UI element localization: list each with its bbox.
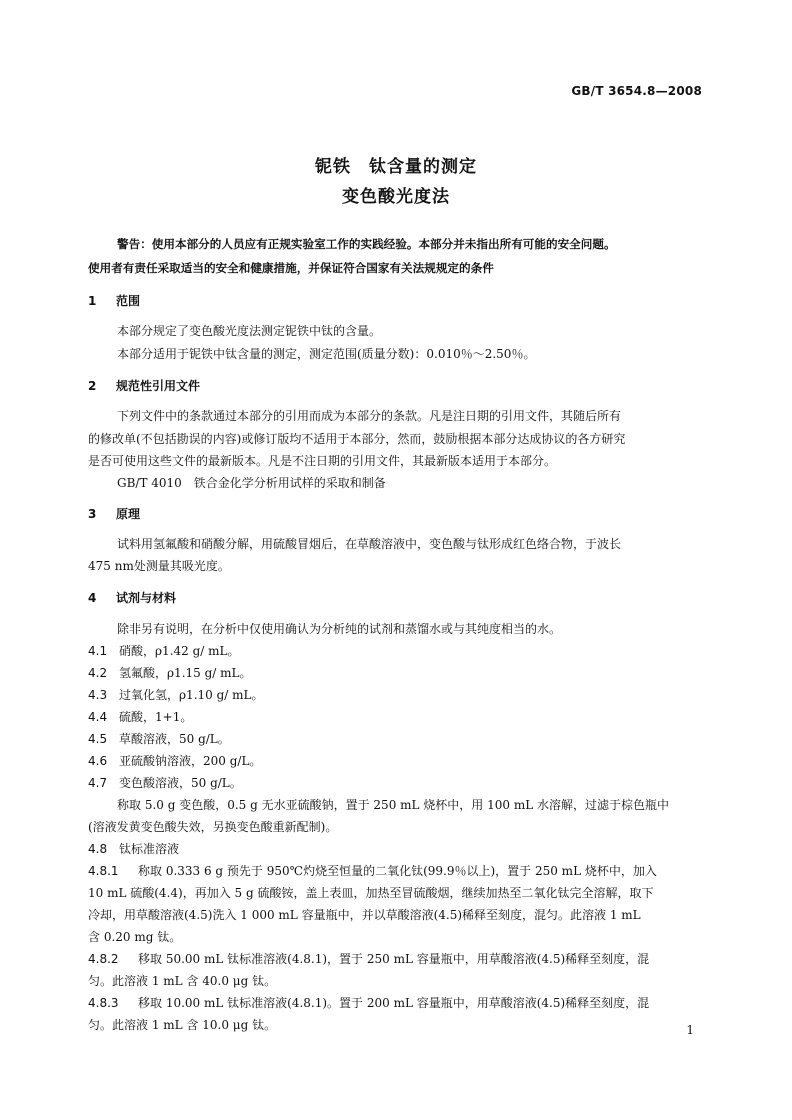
paragraph-line: 下列文件中的条款通过本部分的引用而成为本部分的条款。凡是注日期的引用文件，其随后所有 xyxy=(117,409,622,423)
paragraph-line: 的修改单(不包括勘误的内容)或修订版均不适用于本部分，然而，鼓励根据本部分达成协议的各方研究 xyxy=(88,432,626,446)
sub-item xyxy=(88,994,649,1011)
section-number: 3 xyxy=(88,507,97,521)
item-text: 硝酸，ρ1.42 g/ mL。 xyxy=(119,644,240,658)
item-number: 4.5 xyxy=(88,732,108,746)
standard-number: GB/T 3654.8—2008 xyxy=(571,84,702,98)
paragraph-line: 匀。此溶液 1 mL 含 40.0 μg 钛。 xyxy=(88,974,277,988)
paragraph: 本部分规定了变色酸光度法测定铌铁中钛的含量。 xyxy=(117,324,382,338)
paragraph-line: (溶液发黄变色酸失效，另换变色酸重新配制)。 xyxy=(88,820,338,834)
item-number: 4.8.3 xyxy=(88,996,119,1010)
paragraph-line: 含 0.20 mg 钛。 xyxy=(88,930,182,944)
paragraph: 除非另有说明，在分析中仅使用确认为分析纯的试剂和蒸馏水或与其纯度相当的水。 xyxy=(117,622,562,636)
paragraph-line: 475 nm处测量其吸光度。 xyxy=(88,559,230,573)
section-title: 规范性引用文件 xyxy=(116,379,201,393)
item-text: 过氧化氢，ρ1.10 g/ mL。 xyxy=(119,688,264,702)
section-title: 试剂与材料 xyxy=(116,591,177,605)
document-title: 铌铁 钛含量的测定 xyxy=(315,157,477,177)
page-number: 1 xyxy=(686,1023,694,1037)
item-text: 硫酸，1+1。 xyxy=(119,710,193,724)
sub-item xyxy=(88,862,657,879)
item-text: 氢氟酸，ρ1.15 g/ mL。 xyxy=(119,666,252,680)
section-number: 2 xyxy=(88,379,97,393)
paragraph-line: 是否可使用这些文件的最新版本。凡是不注日期的引用文件，其最新版本适用于本部分。 xyxy=(88,454,557,468)
reagent-item xyxy=(88,840,179,857)
paragraph-line: 称取 5.0 g 变色酸，0.5 g 无水亚硫酸钠，置于 250 mL 烧杯中，用 100 mL 水溶解，过滤于棕色瓶中 xyxy=(117,798,669,812)
section-4-heading xyxy=(88,589,176,606)
item-number: 4.8 xyxy=(88,842,108,856)
section-3-heading xyxy=(88,505,140,522)
paragraph-line: 10 mL 硫酸(4.4)，再加入 5 g 硫酸铵，盖上表皿，加热至冒硫酸烟，继续加热至二氧化钛完全溶解，取下 xyxy=(88,886,654,900)
paragraph-line: 试料用氢氟酸和硝酸分解，用硫酸冒烟后，在草酸溶液中，变色酸与钛形成红色络合物，于波长 xyxy=(117,537,622,551)
reagent-item xyxy=(88,686,263,703)
item-text: 变色酸溶液，50 g/L。 xyxy=(119,776,242,790)
item-text: 称取 0.333 6 g 预先于 950℃灼烧至恒量的二氧化钛(99.9％以上)，置于 250 mL 烧杯中，加入 xyxy=(138,864,657,878)
paragraph-line: 冷却，用草酸溶液(4.5)洗入 1 000 mL 容量瓶中，并以草酸溶液(4.5)稀释至刻度，混匀。此溶液 1 mL xyxy=(88,908,641,922)
section-number: 1 xyxy=(88,294,97,308)
section-title: 范围 xyxy=(116,294,141,308)
reagent-item xyxy=(88,752,261,769)
item-number: 4.3 xyxy=(88,688,108,702)
item-number: 4.7 xyxy=(88,776,108,790)
paragraph-line: 匀。此溶液 1 mL 含 10.0 μg 钛。 xyxy=(88,1018,277,1032)
item-number: 4.6 xyxy=(88,754,108,768)
sub-item xyxy=(88,950,649,967)
reagent-item xyxy=(88,664,251,681)
item-number: 4.4 xyxy=(88,710,108,724)
section-2-heading xyxy=(88,377,200,394)
item-text: 草酸溶液，50 g/L。 xyxy=(119,732,230,746)
section-title: 原理 xyxy=(116,507,141,521)
item-text: 移取 10.00 mL 钛标准溶液(4.8.1)。置于 200 mL 容量瓶中，用草酸溶液(4.5)稀释至刻度，混 xyxy=(138,996,650,1010)
reagent-item xyxy=(88,642,239,659)
item-number: 4.8.1 xyxy=(88,864,119,878)
item-text: 亚硫酸钠溶液，200 g/L。 xyxy=(119,754,262,768)
item-text: 移取 50.00 mL 钛标准溶液(4.8.1)，置于 250 mL 容量瓶中，用草酸溶液(4.5)稀释至刻度，混 xyxy=(138,952,650,966)
item-text: 钛标准溶液 xyxy=(119,842,180,856)
warning-line-2: 使用者有责任采取适当的安全和健康措施，并保证符合国家有关法规规定的条件 xyxy=(88,261,494,275)
reagent-item xyxy=(88,730,230,747)
document-subtitle: 变色酸光度法 xyxy=(342,187,450,207)
reagent-item xyxy=(88,708,192,725)
reagent-item xyxy=(88,774,242,791)
item-number: 4.2 xyxy=(88,666,108,680)
reference-document: GB/T 4010 铁合金化学分析用试样的采取和制备 xyxy=(117,476,386,490)
section-number: 4 xyxy=(88,591,97,605)
section-1-heading xyxy=(88,292,140,309)
item-number: 4.8.2 xyxy=(88,952,119,966)
warning-line-1: 警告：使用本部分的人员应有正规实验室工作的实践经验。本部分并未指出所有可能的安全问题。 xyxy=(117,237,616,251)
paragraph: 本部分适用于铌铁中钛含量的测定，测定范围(质量分数)：0.010％～2.50％。 xyxy=(117,347,536,361)
item-number: 4.1 xyxy=(88,644,108,658)
